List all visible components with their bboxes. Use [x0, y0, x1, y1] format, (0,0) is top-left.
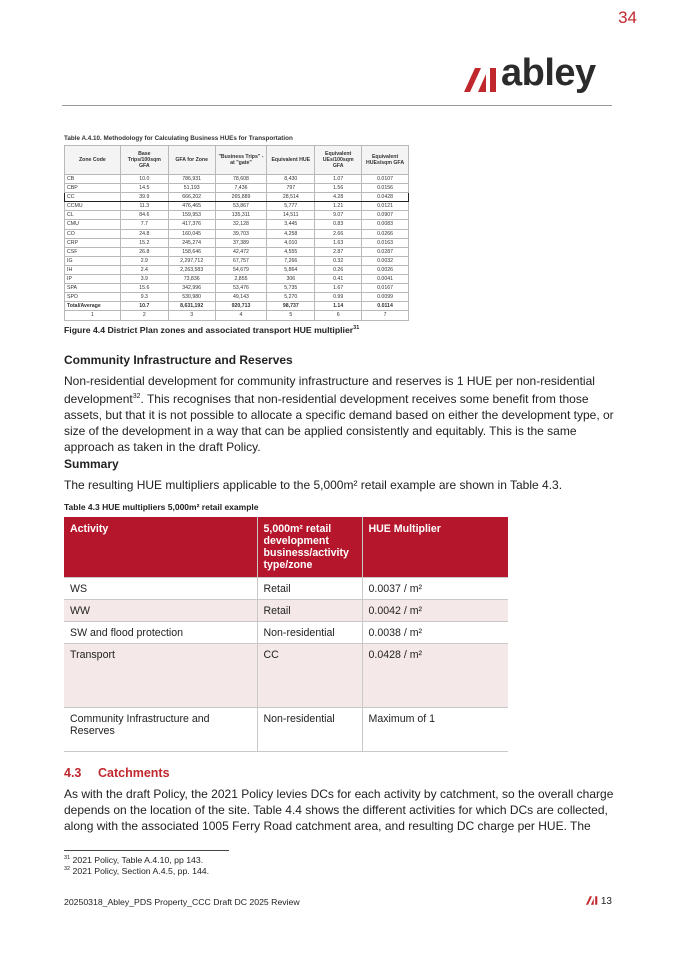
embedded-table-cell: 4 [215, 311, 267, 320]
embedded-table-row [65, 184, 409, 193]
embedded-table-cell: 32,128 [215, 220, 267, 229]
embedded-table-cell: 245,274 [168, 238, 215, 247]
embedded-table-row [65, 293, 409, 302]
table-row [64, 644, 508, 708]
embedded-table-cell: 666,202 [168, 193, 215, 202]
embedded-table-cell: 2.87 [315, 247, 362, 256]
figure-caption-text: Figure 4.4 District Plan zones and associated transport HUE multiplier [64, 325, 354, 335]
embedded-table-cell: 14.5 [120, 184, 168, 193]
footnote-32 [64, 866, 209, 876]
embedded-table-cell: 0.83 [315, 220, 362, 229]
embedded-table-cell: 4,258 [267, 229, 315, 238]
embedded-table-cell: 0.0907 [362, 211, 409, 220]
embedded-table-cell: 159,953 [168, 211, 215, 220]
embedded-table-cell: 1 [65, 311, 121, 320]
embedded-table-cell: 1.67 [315, 284, 362, 293]
embedded-table-cell: IH [65, 265, 121, 274]
embedded-table-cell: 0.0026 [362, 265, 409, 274]
embedded-table-row [65, 220, 409, 229]
table-cell: Community Infrastructure and Reserves [64, 708, 257, 752]
table-row [64, 578, 508, 600]
hue-col-header-activity: Activity [64, 517, 257, 578]
embedded-col-header: GFA for Zone [168, 146, 215, 175]
embedded-table-cell: 2,297,712 [168, 256, 215, 265]
embedded-table-cell: 2.4 [120, 265, 168, 274]
embedded-col-header: Zone Code [65, 146, 121, 175]
embedded-table-cell: 78,608 [215, 175, 267, 184]
embedded-table-row [65, 311, 409, 320]
hue-table-header-row [64, 517, 508, 578]
embedded-table-cell: 160,045 [168, 229, 215, 238]
embedded-table-cell: CO [65, 229, 121, 238]
table-cell: WS [64, 578, 257, 600]
embedded-col-header: Equivalent HUE [267, 146, 315, 175]
embedded-table-cell: 54,679 [215, 265, 267, 274]
embedded-table-cell: 53,867 [215, 202, 267, 211]
embedded-table-cell: 84.6 [120, 211, 168, 220]
business-hue-table [64, 145, 409, 321]
embedded-table-cell: 1.56 [315, 184, 362, 193]
embedded-table-cell: 0.0032 [362, 256, 409, 265]
embedded-col-header: "Business Trips" - at "gate" [215, 146, 267, 175]
abley-logo [464, 52, 614, 100]
embedded-table-row [65, 211, 409, 220]
embedded-table-cell: 158,646 [168, 247, 215, 256]
embedded-table-cell: 14,511 [267, 211, 315, 220]
table-cell: SW and flood protection [64, 622, 257, 644]
abley-mark-icon [586, 896, 598, 905]
embedded-table-row [65, 284, 409, 293]
embedded-table-cell: 3,445 [267, 220, 315, 229]
footnote-ref-32: 32 [132, 393, 141, 400]
embedded-table-cell: 1.07 [315, 175, 362, 184]
embedded-table-title: Table A.4.10. Methodology for Calculating Business HUEs for Transportation [64, 135, 293, 142]
table-cell: Non-residential [257, 708, 362, 752]
embedded-table-header-row [65, 146, 409, 175]
embedded-table-cell: CCMU [65, 202, 121, 211]
hue-col-header-type: 5,000m² retail development business/activity type/zone [257, 517, 362, 578]
table-cell: 0.0038 / m² [362, 622, 508, 644]
embedded-table-row [65, 229, 409, 238]
hue-col-header-multiplier: HUE Multiplier [362, 517, 508, 578]
paragraph-community-infrastructure [64, 373, 624, 455]
embedded-table-row [65, 275, 409, 284]
embedded-table-cell: 0.0099 [362, 293, 409, 302]
paragraph-catchments: As with the draft Policy, the 2021 Policy levies DCs for each activity by catchment, so the overall charge depends on the location of the site. Table 4.4 shows the different activities for which DCs are collected, along with the associated 1005 Ferry Road catchment area, and resulting DC charge per HUE. The [64, 787, 614, 833]
embedded-table-cell: 2 [120, 311, 168, 320]
embedded-table-cell: 5,270 [267, 293, 315, 302]
embedded-table-cell: 920,713 [215, 302, 267, 311]
embedded-table-cell: 98,737 [267, 302, 315, 311]
embedded-table-cell: 0.26 [315, 265, 362, 274]
embedded-table-cell: 342,996 [168, 284, 215, 293]
embedded-table-cell: 51,193 [168, 184, 215, 193]
table-cell: Non-residential [257, 622, 362, 644]
footer-document-name: 20250318_Abley_PDS Property_CCC Draft DC 2025 Review [64, 897, 300, 907]
embedded-table-cell: 24.8 [120, 229, 168, 238]
embedded-table-cell: 9.3 [120, 293, 168, 302]
embedded-table-cell: 7 [362, 311, 409, 320]
embedded-table-cell: 8,430 [267, 175, 315, 184]
abley-logo-mark-icon [464, 68, 498, 92]
community-text-part2: . This recognises that non-residential development receives some benefit from those assets, but that it is not possible to allocate a specific demand based on either the development type, or size of the development in a way that can be applied consistently and equitably. This is the same approach as taken in the draft Policy. [64, 392, 614, 454]
embedded-table-cell: 1.21 [315, 202, 362, 211]
embedded-table-cell: 7,266 [267, 256, 315, 265]
table-cell: Maximum of 1 [362, 708, 508, 752]
embedded-table-cell: 0.41 [315, 275, 362, 284]
footer-page-number: 13 [600, 896, 612, 907]
embedded-table-cell: 28,514 [267, 193, 315, 202]
embedded-table-cell: 2.66 [315, 229, 362, 238]
embedded-table-cell: 1.63 [315, 238, 362, 247]
embedded-table-row [65, 256, 409, 265]
heading-summary: Summary [64, 457, 119, 471]
embedded-col-header: Base Trips/100sqm GFA [120, 146, 168, 175]
page-corner-number: 34 [618, 8, 637, 27]
embedded-table-cell: 786,931 [168, 175, 215, 184]
embedded-table-row [65, 247, 409, 256]
paragraph-summary: The resulting HUE multipliers applicable to the 5,000m² retail example are shown in Table 4.3. [64, 478, 563, 492]
table-row [64, 600, 508, 622]
embedded-table-cell: 0.0163 [362, 238, 409, 247]
footnote-text: 2021 Policy, Section A.4.5, pp. 144. [70, 866, 210, 876]
embedded-table-cell: 0.0428 [362, 193, 409, 202]
embedded-table-cell: 53,476 [215, 284, 267, 293]
embedded-table-cell: 476,465 [168, 202, 215, 211]
embedded-table-cell: 5,777 [267, 202, 315, 211]
embedded-table-row [65, 238, 409, 247]
embedded-col-header: Equivalent UEs/100sqm GFA [315, 146, 362, 175]
embedded-table-cell: 10.0 [120, 175, 168, 184]
embedded-table-cell: 73,836 [168, 275, 215, 284]
table-cell: 0.0428 / m² [362, 644, 508, 708]
embedded-table-image [64, 135, 409, 321]
embedded-table-cell: 0.0041 [362, 275, 409, 284]
embedded-table-cell: 4.28 [315, 193, 362, 202]
table-cell: WW [64, 600, 257, 622]
embedded-table-cell: 0.0287 [362, 247, 409, 256]
embedded-table-cell: 9.07 [315, 211, 362, 220]
footer-page [586, 896, 612, 907]
embedded-table-cell: 0.99 [315, 293, 362, 302]
embedded-table-cell: 42,472 [215, 247, 267, 256]
embedded-table-cell: 4,010 [267, 238, 315, 247]
embedded-table-cell: 265,889 [215, 193, 267, 202]
table-cell: 0.0037 / m² [362, 578, 508, 600]
embedded-table-cell: 0.0083 [362, 220, 409, 229]
embedded-table-cell: CC [65, 193, 121, 202]
embedded-table-cell: 135,311 [215, 211, 267, 220]
embedded-table-row [65, 175, 409, 184]
embedded-table-cell: 8,631,192 [168, 302, 215, 311]
embedded-table-cell: CL [65, 211, 121, 220]
table-row [64, 708, 508, 752]
embedded-table-cell: 15.6 [120, 284, 168, 293]
embedded-table-cell: 15.2 [120, 238, 168, 247]
embedded-table-cell: CMU [65, 220, 121, 229]
embedded-table-cell: CBP [65, 184, 121, 193]
footnote-number: 31 [64, 855, 71, 862]
embedded-table-cell: SPA [65, 284, 121, 293]
table-cell: Transport [64, 644, 257, 708]
embedded-table-cell: 39.9 [120, 193, 168, 202]
embedded-table-cell: 37,389 [215, 238, 267, 247]
embedded-table-cell: CB [65, 175, 121, 184]
embedded-table-cell: 0.32 [315, 256, 362, 265]
embedded-table-cell: 0.0114 [362, 302, 409, 311]
embedded-table-row [65, 202, 409, 211]
embedded-table-cell: 10.7 [120, 302, 168, 311]
table-cell: Retail [257, 600, 362, 622]
embedded-table-cell: 4,555 [267, 247, 315, 256]
footnote-ref-31: 31 [353, 325, 360, 332]
embedded-table-cell: SPO [65, 293, 121, 302]
embedded-table-cell: 797 [267, 184, 315, 193]
embedded-table-cell: 3 [168, 311, 215, 320]
embedded-table-row [65, 302, 409, 311]
embedded-table-row [65, 193, 409, 202]
section-number: 4.3 [64, 766, 82, 780]
embedded-table-cell: CRP [65, 238, 121, 247]
embedded-table-cell: 5 [267, 311, 315, 320]
embedded-table-cell: 306 [267, 275, 315, 284]
footnote-number: 32 [64, 866, 71, 873]
heading-catchments [64, 766, 170, 780]
embedded-table-cell: 2,263,583 [168, 265, 215, 274]
embedded-table-cell: 3.9 [120, 275, 168, 284]
table-cell: CC [257, 644, 362, 708]
embedded-table-cell: 39,703 [215, 229, 267, 238]
embedded-table-cell: 530,980 [168, 293, 215, 302]
embedded-table-cell: 7.7 [120, 220, 168, 229]
embedded-table-cell: 0.0156 [362, 184, 409, 193]
embedded-table-cell: 0.0266 [362, 229, 409, 238]
heading-community-infrastructure: Community Infrastructure and Reserves [64, 353, 293, 367]
embedded-table-cell: 2,855 [215, 275, 267, 284]
footnote-divider [64, 850, 229, 851]
embedded-table-cell: 5,735 [267, 284, 315, 293]
embedded-table-cell: 0.0107 [362, 175, 409, 184]
table-cell: 0.0042 / m² [362, 600, 508, 622]
hue-multiplier-table [64, 517, 508, 752]
embedded-table-cell: Total/Average [65, 302, 121, 311]
embedded-table-cell: 0.0121 [362, 202, 409, 211]
embedded-table-cell: 5,864 [267, 265, 315, 274]
embedded-table-row [65, 265, 409, 274]
table-4-3-caption: Table 4.3 HUE multipliers 5,000m² retail example [64, 502, 259, 512]
embedded-table-cell: 417,376 [168, 220, 215, 229]
header-divider [62, 105, 612, 106]
table-cell: Retail [257, 578, 362, 600]
embedded-table-cell: IP [65, 275, 121, 284]
embedded-table-cell: 1.14 [315, 302, 362, 311]
abley-wordmark: abley [501, 52, 596, 94]
community-text-part1: Non-residential development for community infrastructure and reserves is 1 HUE per non-residential development [64, 374, 595, 406]
embedded-table-cell: 26.8 [120, 247, 168, 256]
footnote-31 [64, 855, 203, 865]
figure-caption [64, 325, 359, 335]
embedded-table-cell: 11.3 [120, 202, 168, 211]
embedded-col-header: Equivalent HUEs/sqm GFA [362, 146, 409, 175]
table-row [64, 622, 508, 644]
embedded-table-cell: 49,143 [215, 293, 267, 302]
embedded-table-cell: IG [65, 256, 121, 265]
embedded-table-cell: 2.9 [120, 256, 168, 265]
footnote-text: 2021 Policy, Table A.4.10, pp 143. [70, 855, 204, 865]
embedded-table-cell: 7,436 [215, 184, 267, 193]
section-title: Catchments [98, 766, 170, 780]
embedded-table-cell: 0.0167 [362, 284, 409, 293]
embedded-table-cell: 6 [315, 311, 362, 320]
embedded-table-cell: CSF [65, 247, 121, 256]
embedded-table-cell: 67,757 [215, 256, 267, 265]
